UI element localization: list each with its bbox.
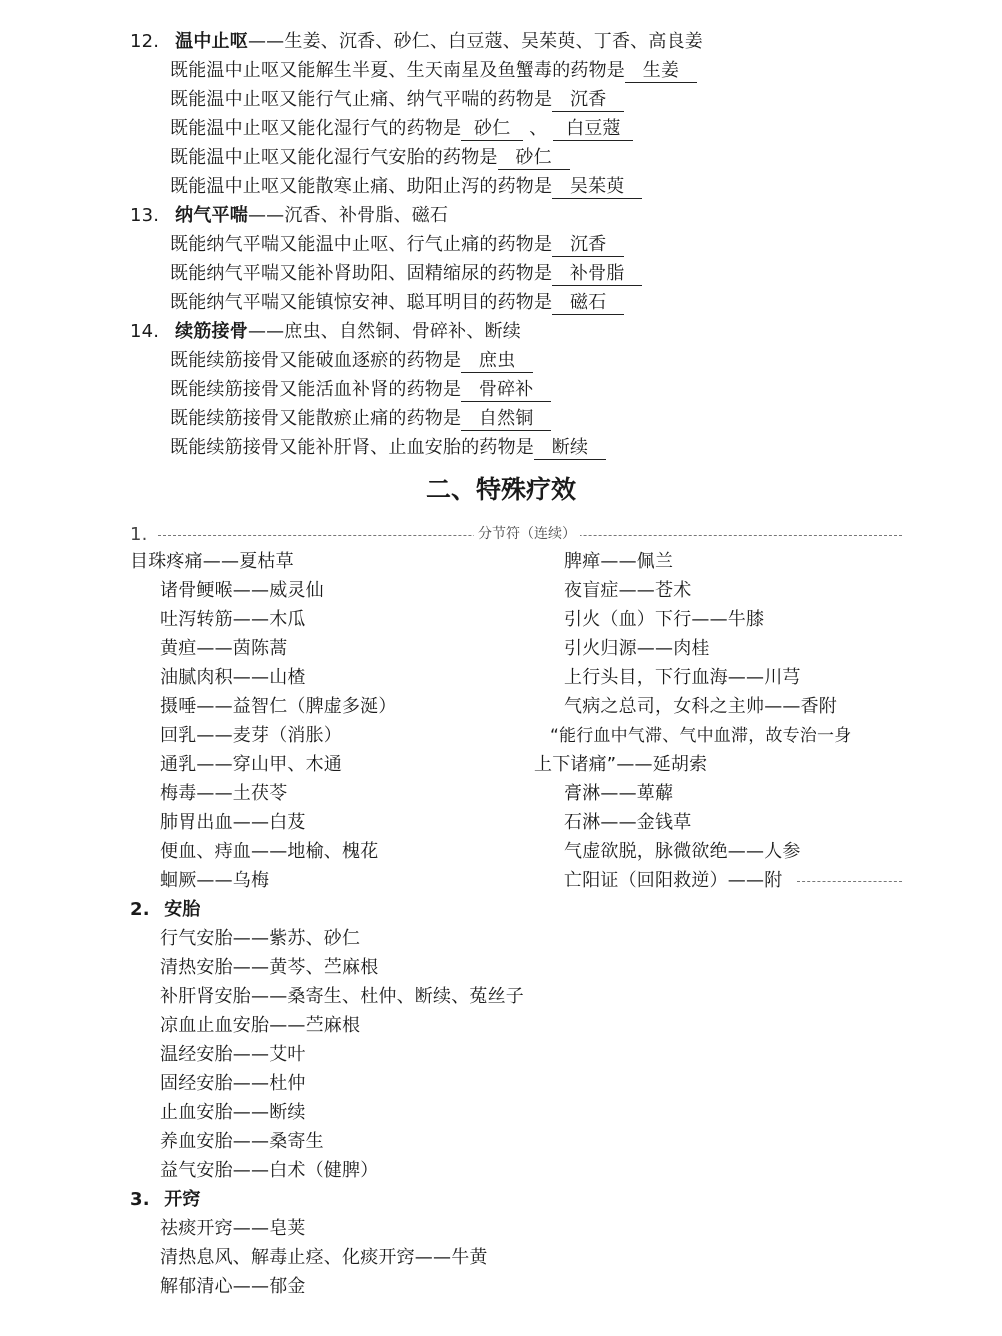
list-item: 清热息风、解毒止痉、化痰开窍——牛黄 (160, 1247, 488, 1268)
answer-blank: 砂仁 (498, 147, 570, 170)
answer-blank: 砂仁 (461, 118, 523, 141)
list-item: 目珠疼痛——夏枯草 (130, 551, 294, 572)
section-heading: 安胎 (164, 899, 201, 920)
section-herb-list: ——生姜、沉香、砂仁、白豆蔻、吴茱萸、丁香、高良姜 (247, 31, 703, 52)
answer-blank: 沉香 (552, 234, 624, 257)
section-heading: 温中止呕 (175, 31, 248, 52)
question-text: 既能纳气平喘又能补肾助阳、固精缩尿的药物是 (170, 263, 553, 284)
question-text: 既能温中止呕又能散寒止痛、助阳止泻的药物是 (170, 176, 553, 197)
list-item (564, 868, 782, 894)
list-item: “能行血中气滞、气中血滞，故专治一身 (550, 726, 852, 746)
section-heading: 纳气平喘 (175, 205, 248, 226)
list-item: 夜盲症——苍术 (564, 580, 692, 601)
list-item: 温经安胎——艾叶 (160, 1044, 306, 1065)
question-text: 既能温中止呕又能化湿行气安胎的药物是 (170, 147, 498, 168)
list-item: 上下诸痛”——延胡索 (534, 754, 708, 775)
answer-blank: 庶虫 (461, 350, 533, 373)
question-line (170, 348, 533, 374)
list-item: 气虚欲脱，脉微欲绝——人参 (564, 841, 801, 862)
list-item: 黄疸——茵陈蒿 (160, 638, 288, 659)
question-line (170, 116, 633, 142)
list-item: 上行头目，下行血海——川芎 (564, 667, 801, 688)
question-text: 既能温中止呕又能化湿行气的药物是 (170, 118, 462, 139)
section-heading: 续筋接骨 (175, 321, 248, 342)
answer-blank: 沉香 (552, 89, 624, 112)
section-heading: 开窍 (164, 1189, 201, 1210)
list-item: 诸骨鲠喉——威灵仙 (160, 580, 324, 601)
section-14-header (130, 319, 521, 345)
answer-blank: 白豆蔻 (553, 118, 633, 141)
question-text: 既能温中止呕又能解生半夏、生天南星及鱼蟹毒的药物是 (170, 60, 625, 81)
list-item: 气病之总司，女科之主帅——香附 (564, 696, 837, 717)
list-item: 吐泻转筋——木瓜 (160, 609, 306, 630)
section-number: 1. (130, 524, 148, 545)
section-break-end-line (797, 881, 902, 882)
list-item: 行气安胎——紫苏、砂仁 (160, 928, 361, 949)
list-item: 梅毒——土茯苓 (160, 783, 288, 804)
list-item: 祛痰开窍——皂荚 (160, 1218, 306, 1239)
list-item: 肺胃出血——白芨 (160, 812, 306, 833)
question-line (170, 174, 642, 200)
answer-blank: 骨碎补 (461, 379, 551, 402)
question-text: 既能续筋接骨又能散瘀止痛的药物是 (170, 408, 462, 429)
question-line (170, 87, 624, 113)
section-3-header (130, 1187, 201, 1213)
section-number: 2. (130, 899, 150, 920)
question-line (170, 377, 551, 403)
section-number: 14. (130, 321, 160, 342)
list-item: 固经安胎——杜仲 (160, 1073, 306, 1094)
question-text: 既能续筋接骨又能活血补肾的药物是 (170, 379, 462, 400)
list-item: 通乳——穿山甲、木通 (160, 754, 342, 775)
list-item: 凉血止血安胎——苎麻根 (160, 1015, 361, 1036)
section-12-header (130, 29, 703, 55)
part-title: 二、特殊疗效 (425, 475, 576, 504)
question-line (170, 406, 551, 432)
list-item: 引火归源——肉桂 (564, 638, 710, 659)
question-text: 既能续筋接骨又能破血逐瘀的药物是 (170, 350, 462, 371)
list-item: 引火（血）下行——牛膝 (564, 609, 765, 630)
question-line (170, 145, 570, 171)
answer-blank: 补骨脂 (552, 263, 642, 286)
question-text: 既能纳气平喘又能镇惊安神、聪耳明目的药物是 (170, 292, 553, 313)
section-number: 13. (130, 205, 160, 226)
list-item: 石淋——金钱草 (564, 812, 692, 833)
answer-blank: 吴茱萸 (552, 176, 642, 199)
section-13-header (130, 203, 448, 229)
list-item: 摄唾——益智仁（脾虚多涎） (160, 696, 397, 717)
list-item: 益气安胎——白术（健脾） (160, 1160, 379, 1181)
list-item: 膏淋——萆薢 (564, 783, 674, 804)
list-item: 油腻肉积——山楂 (160, 667, 306, 688)
question-text: 既能纳气平喘又能温中止呕、行气止痛的药物是 (170, 234, 553, 255)
list-item: 蛔厥——乌梅 (160, 870, 270, 891)
list-item: 解郁清心——郁金 (160, 1276, 306, 1297)
answer-blank: 自然铜 (461, 408, 551, 431)
list-item: 清热安胎——黄芩、苎麻根 (160, 957, 379, 978)
section-break-label: 分节符（连续） (474, 524, 580, 544)
question-text: 既能温中止呕又能行气止痛、纳气平喘的药物是 (170, 89, 553, 110)
answer-blank: 磁石 (552, 292, 624, 315)
list-item: 止血安胎——断续 (160, 1102, 306, 1123)
section-herb-list: ——沉香、补骨脂、磁石 (247, 205, 449, 226)
question-line (170, 435, 606, 461)
list-item: 补肝肾安胎——桑寄生、杜仲、断续、菟丝子 (160, 986, 524, 1007)
question-line (170, 232, 624, 258)
list-item: 脾瘅——佩兰 (564, 551, 674, 572)
question-line (170, 290, 624, 316)
section-break (130, 522, 902, 548)
answer-blank: 生姜 (625, 60, 697, 83)
list-item: 养血安胎——桑寄生 (160, 1131, 324, 1152)
list-item-text: 亡阳证（回阳救逆）——附 (564, 870, 783, 891)
list-item: 便血、痔血——地榆、槐花 (160, 841, 379, 862)
question-line (170, 58, 697, 84)
list-item: 回乳——麦芽（消胀） (160, 725, 342, 746)
question-text: 既能续筋接骨又能补肝肾、止血安胎的药物是 (170, 437, 534, 458)
section-herb-list: ——庶虫、自然铜、骨碎补、断续 (247, 321, 521, 342)
answer-blank: 断续 (534, 437, 606, 460)
answer-separator: 、 (529, 118, 548, 139)
section-number: 12. (130, 31, 160, 52)
section-number: 3. (130, 1189, 150, 1210)
question-line (170, 261, 642, 287)
section-2-header (130, 897, 201, 923)
